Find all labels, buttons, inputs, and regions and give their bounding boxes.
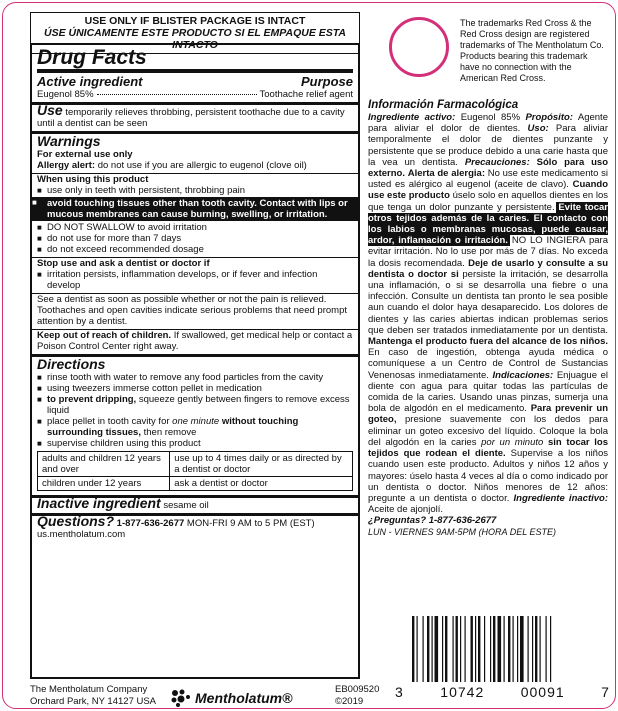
direction-item [37, 394, 353, 416]
barcode-digit: 10742 [440, 684, 485, 700]
table-row [38, 452, 353, 477]
info-label: Cuando use este producto [368, 179, 608, 202]
warning-highlight: ■ avoid touching tissues other than tooth cavity. Contact with lips or mucous membranes can cause burning, swelling, or irritation. [32, 197, 358, 221]
dosage-who: adults and children 12 years and over [38, 452, 170, 477]
info-label: Propósito: [525, 112, 573, 123]
ingredient-purpose: Toothache relief agent [259, 89, 353, 100]
drug-facts-title: Drug Facts [37, 46, 353, 73]
dentist-note: See a dentist as soon as possible whether or not the pain is relieved. Toothaches and open cavities indicate serious problems that need prompt attention by a dentist. [37, 294, 347, 327]
logo-dots-icon [170, 689, 192, 707]
dosage-who: children under 12 years [38, 477, 170, 491]
info-label: Para prevenir un goteo, [368, 403, 608, 426]
info-text: Para aliviar temporalmente el dolor de dientes punzante y persistente que se produce debido a una carie hasta que la vea un dentista. [368, 123, 609, 168]
direction-item: ■ using tweezers immerse cotton pellet in medication [37, 383, 353, 394]
ingredient-name: Eugenol 85% [37, 89, 94, 100]
dotted-leader [97, 94, 257, 95]
label-codes [335, 684, 379, 707]
info-highlight: Evite tocar otros tejidos además de la caries. El contacto con los labios o membranas mucosas, puede causar, ardor, inflamación o irritación. [368, 201, 609, 247]
purpose-heading: Purpose [300, 74, 353, 89]
info-questions: ¿Preguntas? 1-877-636-2677 [368, 515, 497, 527]
allergy-alert [37, 160, 353, 171]
inactive-section [37, 495, 353, 511]
allergy-label: Allergy alert: [37, 160, 96, 171]
company-address [30, 684, 156, 707]
inactive-text: sesame oil [163, 500, 209, 511]
direction-bold: without touching surrounding tissues, [47, 416, 299, 438]
direction-item: ■ supervise children using this product [37, 438, 353, 449]
info-text: presione suavemente con los dedos para eliminar un goteo excesivo del líquido. Coloque la bola del algodón en la caries [368, 414, 608, 448]
allergy-text: do not use if you are allergic to eugenol (clove oil) [97, 160, 307, 171]
table-row [38, 477, 353, 491]
warning-item: ■ do not exceed recommended dosage [37, 244, 353, 255]
info-text: Eugenol 85% [460, 112, 521, 123]
info-text: persiste la irritación, se desarrolla una inflamación, o si se desarrolla una fiebre o una infección. [368, 268, 608, 303]
stop-use-heading: Stop use and ask a dentist or doctor if [37, 258, 210, 269]
info-text: En caso de ingestión, obtenga ayuda médica o comuníquese a un Centro de Control de Sustancias Venenosas inmediatamente. [368, 347, 608, 381]
ingredient-row [37, 89, 353, 100]
info-label: Precauciones: [464, 156, 530, 168]
keep-out-of-reach [37, 330, 353, 352]
info-label: Ingrediente inactivo: [513, 492, 608, 504]
questions-hours: MON-FRI 9 AM to 5 PM (EST) [186, 518, 315, 529]
label-code: EB009520 [335, 684, 380, 695]
website: us.mentholatum.com [37, 529, 126, 540]
active-ingredient-heading: Active ingredient [37, 74, 143, 89]
trademark-note: The trademarks Red Cross & the Red Cross design are registered trademarks of The Mentholatum Co. Products bearing this trademark have no connection with the American Red Cross. [460, 18, 604, 83]
info-text: Aceite de ajonjolí. [368, 504, 443, 516]
use-text: temporarily relieves throbbing, persistent toothache due to a cavity until a dentist can be seen [37, 107, 345, 129]
directions-heading: Directions [37, 356, 106, 372]
company-city: Orchard Park, NY 14127 USA [30, 695, 157, 707]
info-hours: LUN - VIERNES 9AM-5PM (HORA DEL ESTE) [368, 526, 557, 537]
info-text: Enjuague el diente con agua para quitar todas las partículas de comida de la caries. Usando unas pinzas, sumerja una bola de algodón en el medicamento. [368, 369, 609, 415]
direction-item: ■ rinse tooth with water to remove any food particles from the cavity [37, 372, 353, 383]
copyright: ©2019 [335, 695, 364, 707]
questions-section [37, 513, 353, 529]
warning-item: ■ do not use for more than 7 days [37, 233, 353, 244]
use-heading: Use [37, 102, 63, 118]
keep-out-bold: Keep out of reach of children. [37, 330, 172, 341]
company-name: The Mentholatum Company [30, 684, 148, 695]
keep-out-text: If swallowed, get medical help or contact a Poison Control Center right away. [37, 330, 353, 352]
info-text: Agente para aliviar el dolor de dientes. [368, 112, 608, 135]
use-section [37, 102, 353, 129]
active-ingredient-header [37, 74, 353, 89]
dosage-dose: ask a dentist or doctor [170, 477, 353, 491]
info-label: Indicaciones: [492, 369, 554, 381]
when-using-heading: When using this product [37, 174, 149, 185]
banner-english: USE ONLY IF BLISTER PACKAGE IS INTACT [84, 15, 306, 27]
brand-name: Mentholatum® [195, 690, 293, 706]
info-text: Consulte un dentista tan pronto le sea posible aun cuando el dolor haya desaparecido. Los dolores de dientes y las caries abiertas indican problemas serios que deben ser tratados inmediatamente por un dentista. [368, 291, 608, 336]
banner-spanish: ÚSE ÚNICAMENTE ESTE PRODUCTO SI EL EMPAQUE ESTA INTACTO [43, 27, 346, 51]
info-label: Mantenga el producto fuera del alcance de los niños. [368, 336, 608, 348]
warning-item: ■ DO NOT SWALLOW to avoid irritation [37, 222, 353, 233]
dosage-table [37, 451, 353, 491]
questions-heading: Questions? [37, 513, 115, 529]
barcode-icon [410, 616, 600, 686]
info-text: Sólo para uso externo. [368, 156, 609, 180]
barcode-digit: 7 [601, 684, 610, 700]
barcode-digit: 3 [395, 684, 404, 700]
mentholatum-logo [170, 689, 292, 707]
stop-use-item: ■ irritation persists, inflammation develops, or if fever and infection develop [37, 269, 353, 291]
drug-facts-panel [30, 43, 360, 679]
external-use: For external use only [37, 149, 133, 160]
info-text: úselo solo en aquellos dientes en los que tenga un dolor punzante y persistente. [368, 190, 609, 213]
info-label: Ingrediente activo: [368, 112, 456, 123]
direction-bold: to prevent dripping, [47, 394, 137, 405]
warning-item: ■ use only in teeth with persistent, throbbing pain [37, 185, 353, 196]
warnings-heading: Warnings [37, 133, 101, 149]
info-label: sin tocar los tejidos que rodean el diente. [368, 436, 608, 460]
info-title: Información Farmacológica [368, 99, 519, 111]
direction-text: then remove [143, 427, 197, 438]
info-label: Deje de usarlo y consulte a su dentista o doctor si [368, 257, 609, 280]
barcode-digits [395, 684, 610, 700]
info-label: Uso: [527, 123, 549, 135]
barcode-digit: 00091 [520, 684, 565, 700]
questions-phone: 1-877-636-2677 [116, 518, 185, 529]
inactive-heading: Inactive ingredient [37, 495, 161, 511]
spanish-info-panel [368, 98, 608, 538]
info-italic: por un minuto [481, 436, 544, 448]
direction-italic: one minute [172, 416, 220, 427]
info-text: No use este medicamento si usted es alérgico al eugenol (aceite de clavo). [368, 168, 609, 191]
direction-text: place pellet in tooth cavity for [47, 416, 170, 427]
logo-circle-icon [389, 17, 449, 77]
info-label: Alerta de alergia: [407, 168, 485, 180]
dosage-dose: use up to 4 times daily or as directed by a dentist or doctor [170, 452, 353, 477]
direction-item [37, 416, 353, 438]
info-text: NO LO INGIERA para evitar irritación. No lo use por más de 7 días. No exceda la dosis recomendada. [368, 235, 608, 269]
info-text: Supervise a los niños cuando usen este producto. Adultos y niños 12 años y mayores: úselo hasta 4 veces al día o como indicado por un dentista o doctor. Niños menores de 12 años: pregunte a un dentista o doctor. [368, 448, 608, 504]
direction-text: squeeze gently between fingers to remove excess liquid [47, 394, 350, 416]
